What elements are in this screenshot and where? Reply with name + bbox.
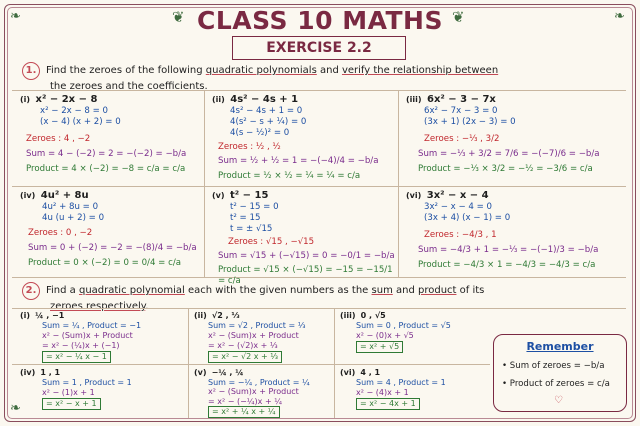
- solution-iii: (iii) 6x² − 3 − 7x 6x² − 7x − 3 = 0 (3x + 1) (2x − 3) = 0 Zeroes : −⅓ , 3/2 Sum = −⅓ + 3/2 = 7/6 = −(−7)/6 = −b/a Product = −⅓ × 3/2 = −½ = −3/6 = c/a: [406, 94, 600, 174]
- solution-vi: (vi) 3x² − x − 4 3x² − x − 4 = 0 (3x + 4) (x − 1) = 0 Zeroes : −4/3 , 1 Sum = −4/3 + 1 = −⅓ = −(−1)/3 = −b/a Product = −4/3 × 1 = −4/3 = −4/3 = c/a: [406, 190, 599, 270]
- answer-box: = x² − √2 x + ⅓: [208, 351, 282, 363]
- corner-leaf-icon: ❧: [10, 401, 21, 416]
- answer-ii: (ii) √2 , ⅓ Sum = √2 , Product = ⅓ x² − (Sum)x + Product = x² − (√2)x + ⅓ = x² − √2 x + ⅓: [194, 311, 306, 361]
- question-number: 2.: [22, 282, 40, 300]
- remember-title: Remember: [526, 340, 594, 353]
- divider: [12, 364, 490, 365]
- solution-i: (i) x² − 2x − 8 x² − 2x − 8 = 0 (x − 4) (x + 2) = 0 Zeroes : 4 , −2 Sum = 4 − (−2) = 2 = −(−2) = −b/a Product = 4 × (−2) = −8 = c/a = c/a: [20, 94, 187, 174]
- answer-box: = x² − ¼ x − 1: [42, 351, 111, 363]
- remember-sum-rule: • Sum of zeroes = −b/a: [502, 361, 605, 371]
- answer-box: = x² + ¼ x + ¼: [208, 406, 280, 418]
- corner-leaf-icon: ❧: [614, 9, 625, 24]
- exercise-subtitle: EXERCISE 2.2: [232, 36, 406, 60]
- divider: [12, 308, 626, 309]
- question-1: 1. Find the zeroes of the following quadratic polynomials and verify the relationship between the zeroes and the coefficients.: [22, 62, 622, 93]
- solution-ii: (ii) 4s² − 4s + 1 4s² − 4s + 1 = 0 4(s² − s + ¼) = 0 4(s − ½)² = 0 Zeroes : ½ , ½ Sum = ½ + ½ = 1 = −(−4)/4 = −b/a Product = ½ × ½ = ¼ = ¼ = c/a: [212, 94, 379, 181]
- answer-v: (v) −¼ , ¼ Sum = −¼ , Product = ¼ x² − (Sum)x + Product = x² − (−¼)x + ¼ = x² + ¼ x + ¼: [194, 368, 310, 416]
- leaf-ornament-left-icon: ❦: [172, 8, 185, 26]
- question-number: 1.: [22, 62, 40, 80]
- divider: [188, 308, 189, 418]
- divider: [12, 90, 626, 91]
- heart-icon: ♡: [554, 395, 563, 406]
- answer-box: = x² − 4x + 1: [356, 398, 420, 410]
- corner-leaf-icon: ❧: [10, 9, 21, 24]
- answer-box: = x² − x + 1: [42, 398, 101, 410]
- answer-iii: (iii) 0 , √5 Sum = 0 , Product = √5 x² − (0)x + √5 = x² + √5: [340, 311, 451, 351]
- divider: [204, 90, 205, 277]
- question-2: 2. Find a quadratic polynomial each with the given numbers as the sum and product of its zeroes respectively.: [22, 282, 622, 313]
- divider: [398, 90, 399, 277]
- leaf-ornament-right-icon: ❦: [452, 8, 465, 26]
- divider: [12, 186, 626, 187]
- answer-i: (i) ¼ , −1 Sum = ¼ , Product = −1 x² − (Sum)x + Product = x² − (¼)x + (−1) = x² − ¼ x − 1: [20, 311, 142, 361]
- answer-vi: (vi) 4 , 1 Sum = 4 , Product = 1 x² − (4)x + 1 = x² − 4x + 1: [340, 368, 446, 408]
- divider: [334, 308, 335, 418]
- page-title: CLASS 10 MATHS: [197, 6, 443, 35]
- solution-v: (v) t² − 15 t² − 15 = 0 t² = 15 t = ± √15 Zeroes : √15 , −√15 Sum = √15 + (−√15) = 0 = −0/1 = −b/a Product = √15 × (−√15) = −15 = −15/1 = c/a: [212, 190, 395, 286]
- answer-box: = x² + √5: [356, 341, 403, 353]
- answer-iv: (iv) 1 , 1 Sum = 1 , Product = 1 x² − (1)x + 1 = x² − x + 1: [20, 368, 132, 408]
- solution-iv: (iv) 4u² + 8u 4u² + 8u = 0 4u (u + 2) = 0 Zeroes : 0 , −2 Sum = 0 + (−2) = −2 = −(8)/4 = −b/a Product = 0 × (−2) = 0 = 0/4 = c/a: [20, 190, 197, 268]
- remember-product-rule: • Product of zeroes = c/a: [502, 379, 610, 389]
- remember-box: [493, 334, 627, 412]
